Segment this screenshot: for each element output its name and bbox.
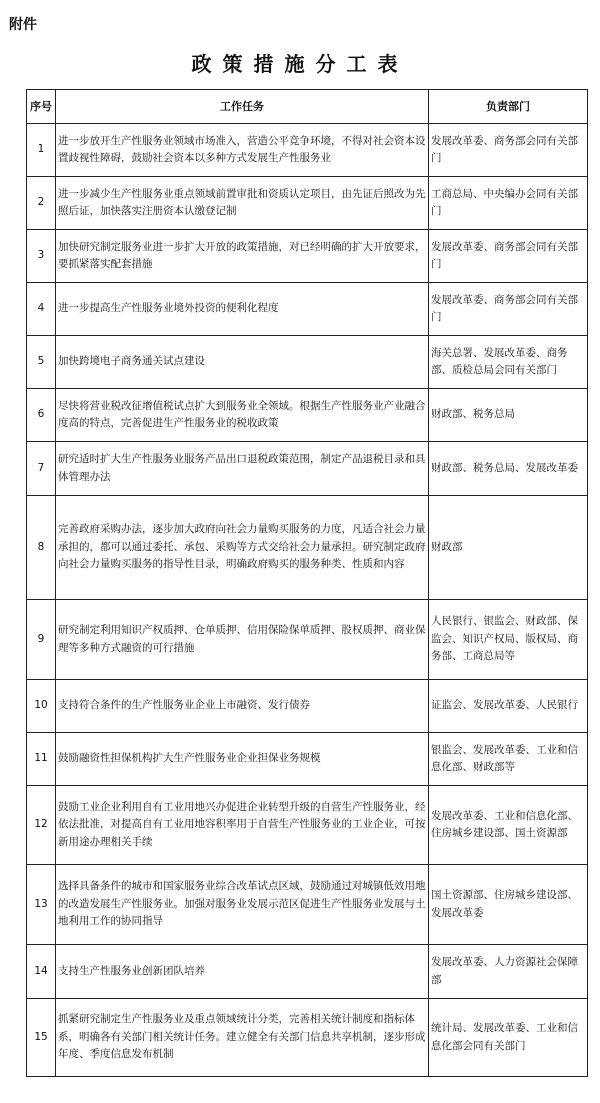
row-dept: 发展改革委、工业和信息化部、住房城乡建设部、国土资源部 [429,786,588,865]
row-task: 进一步提高生产性服务业境外投资的便利化程度 [56,283,429,336]
row-task: 支持符合条件的生产性服务业企业上市融资、发行债券 [56,680,429,733]
table-row [27,680,588,733]
row-number: 12 [27,786,56,865]
row-number: 4 [27,283,56,336]
table-row [27,733,588,786]
row-dept: 工商总局、中央编办会同有关部门 [429,177,588,230]
row-number: 10 [27,680,56,733]
row-dept: 财政部 [429,496,588,600]
header-task: 工作任务 [56,90,429,124]
row-task: 抓紧研究制定生产性服务业及重点领域统计分类，完善相关统计制度和指标体系，明确各有关部门相关统计任务。建立健全有关部门信息共享机制，逐步形成年度、季度信息发布机制 [56,999,429,1077]
table-row [27,442,588,496]
row-dept: 国土资源部、住房城乡建设部、发展改革委 [429,865,588,945]
row-number: 7 [27,442,56,496]
row-task: 鼓励工业企业利用自有工业用地兴办促进企业转型升级的自营生产性服务业，经依法批准，对提高自有工业用地容积率用于自营生产性服务业的工业企业，可按新用途办理相关手续 [56,786,429,865]
row-dept: 财政部、税务总局、发展改革委 [429,442,588,496]
row-number: 13 [27,865,56,945]
row-number: 8 [27,496,56,600]
table-row [27,945,588,999]
table-row [27,786,588,865]
table-row [27,600,588,680]
attachment-label: 附件 [9,17,37,33]
row-number: 9 [27,600,56,680]
row-dept: 发展改革委、商务部会同有关部门 [429,230,588,283]
header-dept: 负责部门 [429,90,588,124]
table-row [27,177,588,230]
row-dept: 发展改革委、人力资源社会保障部 [429,945,588,999]
table-row [27,389,588,442]
row-task: 支持生产性服务业创新团队培养 [56,945,429,999]
table-row [27,496,588,600]
row-number: 1 [27,124,56,177]
row-task: 选择具备条件的城市和国家服务业综合改革试点区域，鼓励通过对城镇低效用地的改造发展生产性服务业。加强对服务业发展示范区促进生产性服务业发展与土地利用工作的协同指导 [56,865,429,945]
row-task: 加快跨境电子商务通关试点建设 [56,336,429,389]
table-row [27,230,588,283]
row-task: 研究适时扩大生产性服务业服务产品出口退税政策范围，制定产品退税目录和具体管理办法 [56,442,429,496]
row-task: 进一步放开生产性服务业领域市场准入，营造公平竞争环境，不得对社会资本设置歧视性障碍，鼓励社会资本以多种方式发展生产性服务业 [56,124,429,177]
row-dept: 证监会、发展改革委、人民银行 [429,680,588,733]
row-task: 尽快将营业税改征增值税试点扩大到服务业全领域。根据生产性服务业产业融合度高的特点，完善促进生产性服务业的税收政策 [56,389,429,442]
row-task: 鼓励融资性担保机构扩大生产性服务业企业担保业务规模 [56,733,429,786]
row-dept: 发展改革委、商务部会同有关部门 [429,124,588,177]
row-task: 加快研究制定服务业进一步扩大开放的政策措施，对已经明确的扩大开放要求，要抓紧落实配套措施 [56,230,429,283]
header-no: 序号 [27,90,56,124]
table-row [27,865,588,945]
table-row [27,283,588,336]
table-row [27,999,588,1077]
row-task: 完善政府采购办法，逐步加大政府向社会力量购买服务的力度，凡适合社会力量承担的，都可以通过委托、承包、采购等方式交给社会力量承担。研究制定政府向社会力量购买服务的指导性目录，明确政府购买的服务种类、性质和内容 [56,496,429,600]
table-row [27,336,588,389]
row-number: 11 [27,733,56,786]
row-number: 5 [27,336,56,389]
row-dept: 银监会、发展改革委、工业和信息化部、财政部等 [429,733,588,786]
row-task: 进一步减少生产性服务业重点领域前置审批和资质认定项目，由先证后照改为先照后证，加快落实注册资本认缴登记制 [56,177,429,230]
row-number: 15 [27,999,56,1077]
row-number: 3 [27,230,56,283]
row-dept: 财政部、税务总局 [429,389,588,442]
policy-table [26,89,588,1077]
row-number: 2 [27,177,56,230]
row-dept: 海关总署、发展改革委、商务部、质检总局会同有关部门 [429,336,588,389]
row-dept: 人民银行、银监会、财政部、保监会、知识产权局、版权局、商务部、工商总局等 [429,600,588,680]
row-number: 6 [27,389,56,442]
table-header-row [27,90,588,124]
row-dept: 发展改革委、商务部会同有关部门 [429,283,588,336]
table-row [27,124,588,177]
page-title: 政策措施分工表 [191,52,409,76]
row-number: 14 [27,945,56,999]
row-task: 研究制定利用知识产权质押、仓单质押、信用保险保单质押、股权质押、商业保理等多种方式融资的可行措施 [56,600,429,680]
row-dept: 统计局、发展改革委、工业和信息化部会同有关部门 [429,999,588,1077]
